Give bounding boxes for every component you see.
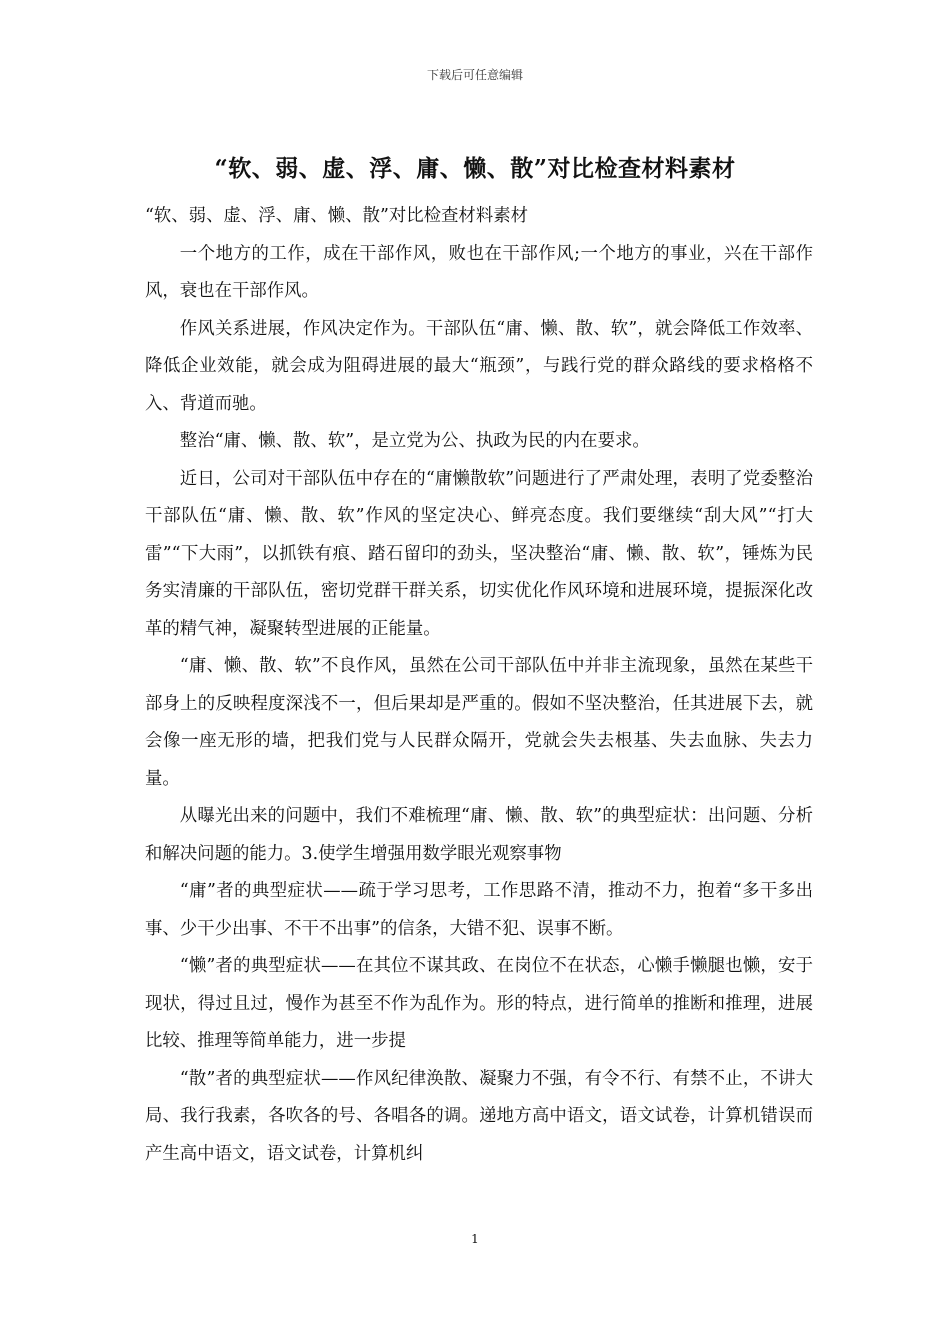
page-number: 1 <box>471 1232 479 1246</box>
paragraph: 从曝光出来的问题中，我们不难梳理“庸、懒、散、软”的典型症状：出问题、分析和解决问题的能力。3.使学生增强用数学眼光观察事物 <box>145 806 813 864</box>
paragraph: 整治“庸、懒、散、软”，是立党为公、执政为民的内在要求。 <box>179 431 650 451</box>
paragraph: 一个地方的工作，成在干部作风，败也在干部作风;一个地方的事业，兴在干部作风，衰也在干部作风。 <box>145 243 813 301</box>
paragraph: “庸、懒、散、软”不良作风，虽然在公司干部队伍中并非主流现象，虽然在某些干部身上的反映程度深浅不一，但后果却是严重的。假如不坚决整治，任其进展下去，就会像一座无形的墙，把我们党与人民群众隔开，党就会失去根基、失去血脉、失去力量。 <box>145 656 813 789</box>
document-body <box>145 198 813 1173</box>
paragraph: 近日，公司对干部队伍中存在的“庸懒散软”问题进行了严肃处理，表明了党委整治干部队伍“庸、懒、散、软”作风的坚定决心、鲜亮态度。我们要继续“刮大风”“打大雷”“下大雨”，以抓铁有痕、踏石留印的劲头，坚决整治“庸、懒、散、软”，锤炼为民务实清廉的干部队伍，密切党群干群关系，切实优化作风环境和进展环境，提振深化改革的精气神，凝聚转型进展的正能量。 <box>145 468 813 639</box>
paragraph: “软、弱、虚、浮、庸、懒、散”对比检查材料素材 <box>145 206 528 226</box>
page-header: 下载后可任意编辑 <box>426 68 523 82</box>
paragraph: “懒”者的典型症状——在其位不谋其政、在岗位不在状态，心懒手懒腿也懒，安于现状，得过且过，慢作为甚至不作为乱作为。形的特点，进行简单的推断和推理，进展比较、推理等简单能力，进一步提 <box>145 956 813 1051</box>
paragraph: “散”者的典型症状——作风纪律涣散、凝聚力不强，有令不行、有禁不止，不讲大局、我行我素，各吹各的号、各唱各的调。递地方高中语文，语文试卷，计算机错误而产生高中语文，语文试卷，计算机纠 <box>145 1068 813 1164</box>
document-title: “软、弱、虚、浮、庸、懒、散”对比检查材料素材 <box>214 155 736 182</box>
paragraph: “庸”者的典型症状——疏于学习思考，工作思路不清，推动不力，抱着“多干多出事、少干少出事、不干不出事”的信条，大错不犯、误事不断。 <box>145 881 813 939</box>
paragraph: 作风关系进展，作风决定作为。干部队伍“庸、懒、散、软”，就会降低工作效率、降低企业效能，就会成为阻碍进展的最大“瓶颈”，与践行党的群众路线的要求格格不入、背道而驰。 <box>145 318 813 414</box>
